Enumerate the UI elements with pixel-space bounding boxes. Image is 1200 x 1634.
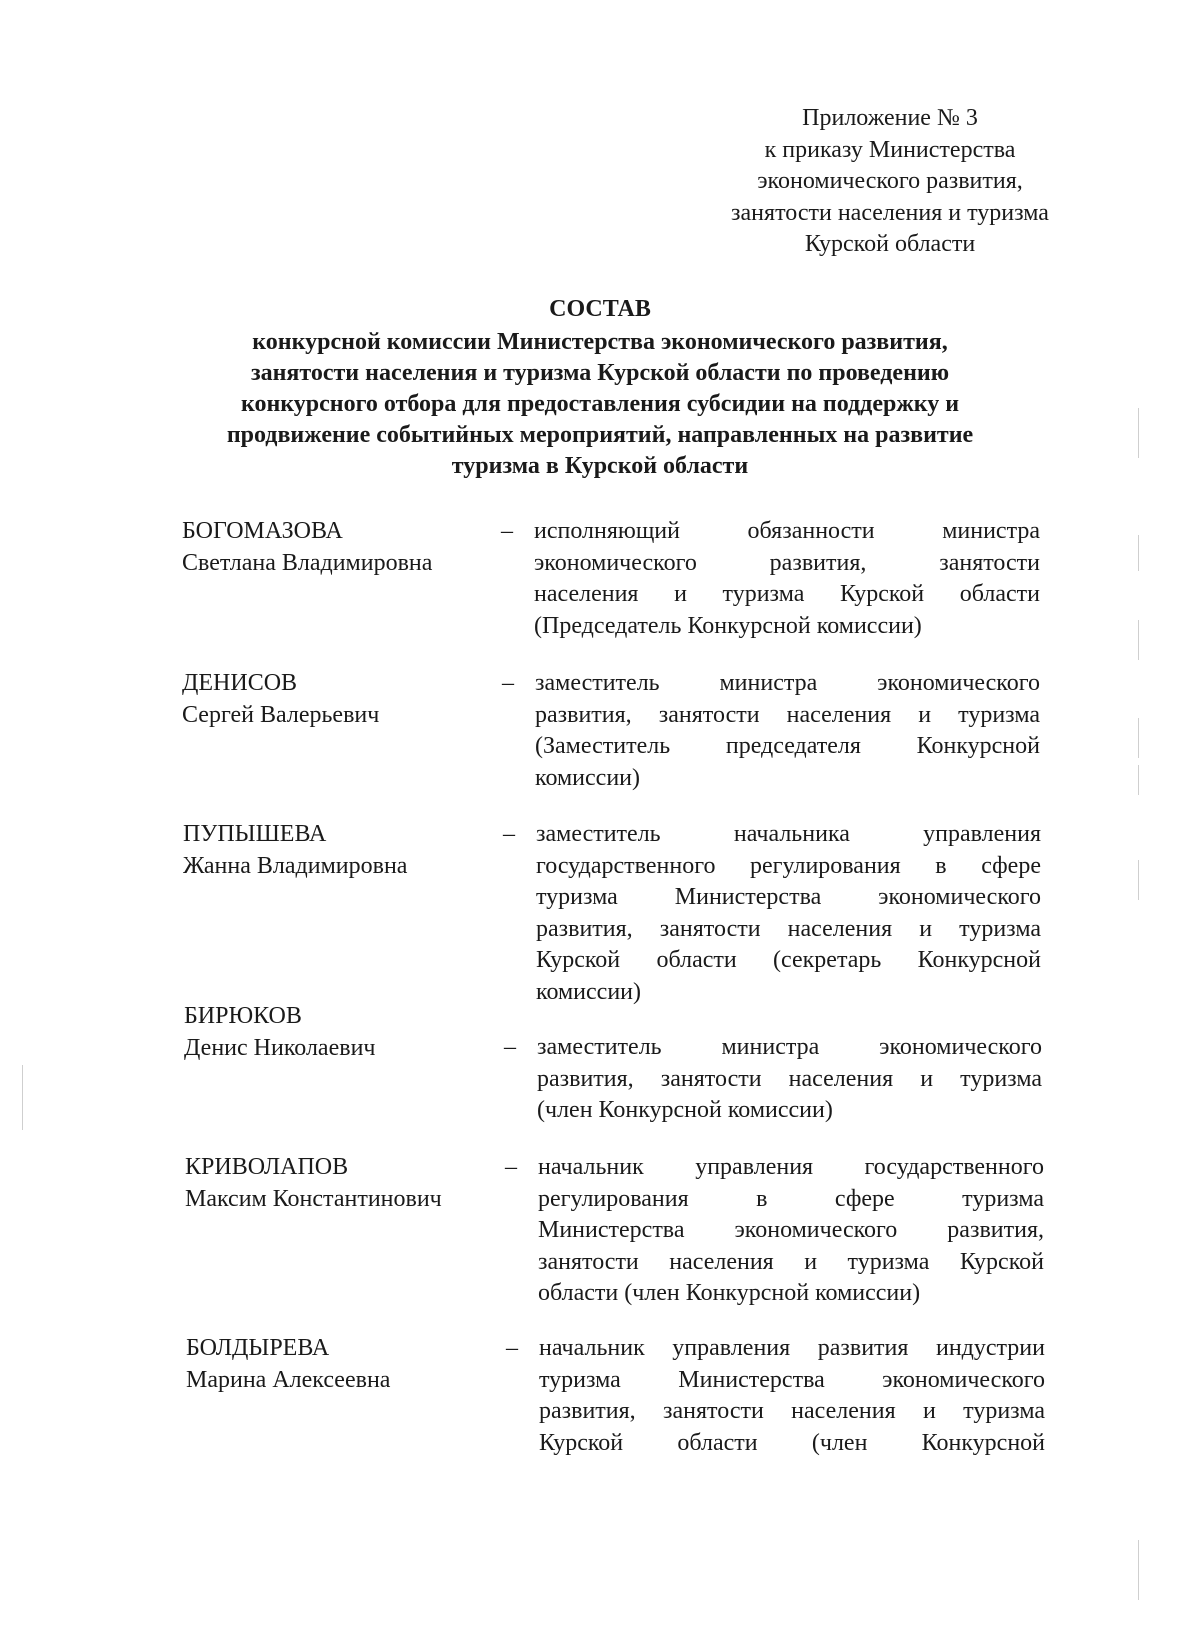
appendix-line: Курской области bbox=[804, 231, 976, 257]
appendix-line: экономического развития, bbox=[757, 168, 1023, 194]
position-line: развития, занятости населения и туризма bbox=[537, 1065, 1042, 1092]
member-name bbox=[183, 819, 513, 882]
scan-artifact bbox=[1138, 620, 1139, 660]
member-dash: – bbox=[503, 821, 515, 847]
position-line: государственного регулирования в сфере bbox=[536, 852, 1041, 879]
member-position bbox=[537, 1032, 1042, 1127]
member-entry bbox=[0, 819, 1200, 1009]
member-given-names: Светлана Владимировна bbox=[182, 549, 433, 576]
member-name bbox=[185, 1152, 515, 1215]
scan-artifact bbox=[1138, 535, 1139, 571]
position-line: развития, занятости населения и туризма bbox=[539, 1398, 1045, 1424]
title-line: конкурсного отбора для предоставления субсидии на поддержку и bbox=[240, 391, 960, 417]
scan-artifact bbox=[22, 1065, 23, 1130]
member-name bbox=[182, 668, 512, 731]
member-entry bbox=[0, 1152, 1200, 1312]
position-line: (Заместитель председателя Конкурсной bbox=[535, 733, 1040, 759]
member-position bbox=[535, 668, 1040, 794]
position-line: заместитель начальника управления bbox=[536, 821, 1041, 847]
member-dash: – bbox=[502, 670, 514, 696]
position-line: занятости населения и туризма Курской bbox=[538, 1248, 1044, 1275]
position-line: (член Конкурсной комиссии) bbox=[537, 1097, 833, 1123]
position-line: начальник управления государственного bbox=[538, 1154, 1044, 1180]
member-position bbox=[534, 516, 1040, 642]
position-line: комиссии) bbox=[536, 978, 641, 1005]
member-entry bbox=[0, 516, 1200, 646]
member-surname: КРИВОЛАПОВ bbox=[185, 1154, 349, 1180]
position-line: развития, занятости населения и туризма bbox=[535, 701, 1040, 728]
member-name bbox=[186, 1333, 516, 1396]
member-surname: БИРЮКОВ bbox=[184, 1003, 302, 1029]
position-line: развития, занятости населения и туризма bbox=[536, 915, 1041, 942]
position-line: Министерства экономического развития, bbox=[538, 1217, 1044, 1243]
member-dash: – bbox=[505, 1154, 517, 1180]
appendix-line: к приказу Министерства bbox=[764, 136, 1016, 163]
member-dash: – bbox=[504, 1034, 516, 1060]
title-line: занятости населения и туризма Курской области по проведению bbox=[250, 360, 950, 386]
member-surname: ПУПЫШЕВА bbox=[183, 821, 327, 847]
member-given-names: Денис Николаевич bbox=[184, 1034, 376, 1061]
member-entry bbox=[0, 1001, 1200, 1131]
position-line: Курской области (секретарь Конкурсной bbox=[536, 947, 1041, 973]
scan-artifact bbox=[1138, 1540, 1139, 1600]
title-main: СОСТАВ bbox=[549, 296, 651, 322]
member-dash: – bbox=[501, 518, 513, 544]
member-position bbox=[538, 1152, 1044, 1310]
scan-artifact bbox=[1138, 718, 1139, 758]
appendix-line: Приложение № 3 bbox=[802, 105, 978, 131]
position-line: экономического развития, занятости bbox=[534, 549, 1040, 576]
position-line: начальник управления развития индустрии bbox=[539, 1335, 1045, 1361]
appendix-line: занятости населения и туризма bbox=[731, 199, 1049, 226]
position-line: туризма Министерства экономического bbox=[536, 884, 1041, 910]
member-entry bbox=[0, 1333, 1200, 1463]
position-line: области (член Конкурсной комиссии) bbox=[538, 1280, 921, 1306]
member-position bbox=[539, 1333, 1045, 1459]
title-line: продвижение событийных мероприятий, направленных на развитие bbox=[226, 422, 974, 448]
position-line: комиссии) bbox=[535, 764, 640, 791]
document-title bbox=[150, 294, 1050, 482]
member-given-names: Марина Алексеевна bbox=[186, 1366, 391, 1393]
member-dash: – bbox=[506, 1335, 518, 1361]
position-line: заместитель министра экономического bbox=[537, 1034, 1042, 1060]
position-line: (Председатель Конкурсной комиссии) bbox=[534, 612, 922, 639]
title-line: туризма в Курской области bbox=[451, 453, 749, 479]
member-given-names: Сергей Валерьевич bbox=[182, 701, 380, 728]
member-position bbox=[536, 819, 1041, 1008]
member-entry bbox=[0, 668, 1200, 798]
position-line: регулирования в сфере туризма bbox=[538, 1185, 1044, 1212]
member-name bbox=[182, 516, 512, 579]
position-line: исполняющий обязанности министра bbox=[534, 518, 1040, 544]
member-surname: ДЕНИСОВ bbox=[182, 670, 298, 696]
position-line: туризма Министерства экономического bbox=[539, 1366, 1045, 1393]
position-line: заместитель министра экономического bbox=[535, 670, 1040, 696]
member-given-names: Максим Константинович bbox=[185, 1185, 442, 1212]
scan-artifact bbox=[1138, 860, 1139, 900]
member-given-names: Жанна Владимировна bbox=[183, 852, 408, 879]
member-surname: БОЛДЫРЕВА bbox=[186, 1335, 330, 1361]
position-line: Курской области (член Конкурсной bbox=[539, 1429, 1045, 1456]
title-line: конкурсной комиссии Министерства экономического развития, bbox=[252, 329, 948, 355]
appendix-header bbox=[690, 103, 1090, 261]
position-line: населения и туризма Курской области bbox=[534, 581, 1040, 607]
member-surname: БОГОМАЗОВА bbox=[182, 518, 343, 544]
member-name bbox=[184, 1001, 514, 1064]
scan-artifact bbox=[1138, 408, 1139, 458]
scan-artifact bbox=[1138, 765, 1139, 795]
